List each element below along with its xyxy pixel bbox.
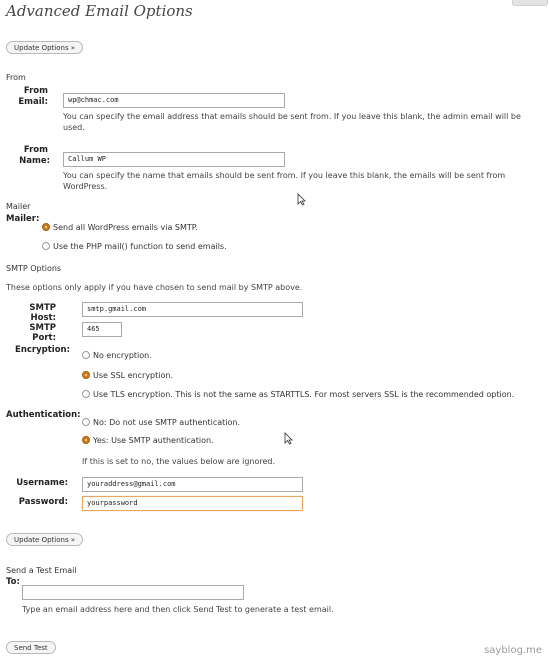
test-to-label: To:: [6, 577, 20, 587]
password-input[interactable]: yourpassword: [82, 496, 303, 511]
mailer-option-smtp[interactable]: [42, 223, 198, 232]
authentication-label: Authentication:: [6, 410, 81, 420]
smtp-port-input[interactable]: 465: [82, 322, 122, 337]
from-email-label-line2: Email:: [18, 97, 48, 107]
mailer-section-heading: Mailer: [6, 202, 31, 211]
watermark-text: sayblog.me: [484, 645, 542, 656]
from-email-label-line1: From: [23, 86, 48, 96]
username-input[interactable]: youraddress@gmail.com: [82, 477, 303, 492]
encryption-option-none-label: No encryption.: [93, 351, 152, 360]
radio-selected-icon[interactable]: [82, 371, 90, 379]
mouse-cursor-icon: [297, 193, 306, 206]
auth-option-yes[interactable]: [82, 436, 214, 445]
password-label: Password:: [18, 497, 68, 507]
mailer-option-php-mail-label: Use the PHP mail() function to send emails.: [53, 242, 227, 251]
auth-option-no[interactable]: [82, 418, 240, 427]
auth-note-text: If this is set to no, the values below are ignored.: [82, 457, 276, 466]
page-title: Advanced Email Options: [6, 2, 193, 20]
smtp-host-label: SMTP Host:: [29, 303, 56, 323]
radio-selected-icon[interactable]: [82, 436, 90, 444]
from-name-label-line1: From: [23, 145, 48, 155]
from-name-description-line2: WordPress.: [63, 182, 108, 191]
from-section-heading: From: [6, 73, 26, 82]
auth-option-no-label: No: Do not use SMTP authentication.: [93, 418, 240, 427]
username-label: Username:: [16, 478, 68, 488]
encryption-option-tls[interactable]: [82, 390, 514, 399]
from-name-description-line1: You can specify the name that emails should be sent from. If you leave this blank, the emails will be sent from: [63, 171, 506, 180]
screen-options-tab[interactable]: [512, 0, 548, 6]
encryption-label: Encryption:: [15, 345, 70, 355]
encryption-option-ssl-label: Use SSL encryption.: [93, 371, 174, 380]
from-name-label-line2: Name:: [19, 156, 50, 166]
radio-selected-icon[interactable]: [42, 223, 50, 231]
from-email-input[interactable]: wp@chmac.com: [63, 93, 285, 108]
smtp-host-input[interactable]: smtp.gmail.com: [82, 302, 303, 317]
mailer-label: Mailer:: [6, 214, 40, 224]
encryption-option-tls-label: Use TLS encryption. This is not the same as STARTTLS. For most servers SSL is the recommended option.: [93, 390, 515, 399]
encryption-option-ssl[interactable]: [82, 371, 173, 380]
smtp-intro-text: These options only apply if you have chosen to send mail by SMTP above.: [6, 283, 303, 292]
radio-unselected-icon[interactable]: [82, 418, 90, 426]
test-email-description: Type an email address here and then click Send Test to generate a test email.: [22, 605, 334, 614]
radio-unselected-icon[interactable]: [82, 390, 90, 398]
radio-unselected-icon[interactable]: [82, 351, 90, 359]
send-test-button[interactable]: Send Test: [6, 641, 56, 654]
encryption-option-none[interactable]: [82, 351, 152, 360]
radio-unselected-icon[interactable]: [42, 242, 50, 250]
test-email-section-heading: Send a Test Email: [6, 566, 77, 575]
test-email-to-input[interactable]: [22, 585, 244, 600]
smtp-port-label: SMTP Port:: [29, 323, 56, 343]
auth-option-yes-label: Yes: Use SMTP authentication.: [93, 436, 214, 445]
mouse-cursor-icon: [284, 432, 293, 445]
update-options-button-top[interactable]: Update Options »: [6, 41, 83, 54]
mailer-option-php-mail[interactable]: [42, 242, 227, 251]
mailer-option-smtp-label: Send all WordPress emails via SMTP.: [53, 223, 198, 232]
from-email-description-line2: used.: [63, 123, 85, 132]
smtp-section-heading: SMTP Options: [6, 264, 62, 273]
update-options-button-bottom[interactable]: Update Options »: [6, 533, 83, 546]
from-email-description-line1: You can specify the email address that emails should be sent from. If you leave this blank, the admin email will be: [63, 112, 521, 121]
from-name-input[interactable]: Callum WP: [63, 152, 285, 167]
